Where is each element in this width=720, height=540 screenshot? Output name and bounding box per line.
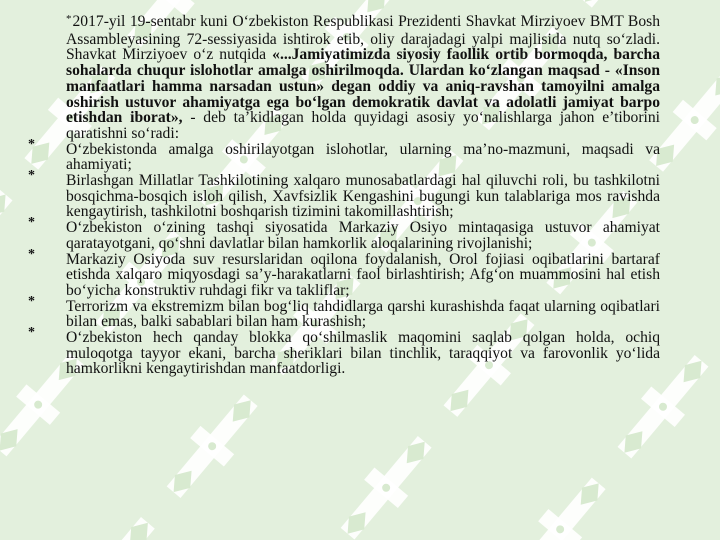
list-item	[28, 136, 660, 174]
intro-lead-text: 2017-yil 19-sentabr kuni O‘zbekiston Respublikasi Prezidenti Shavkat Mirziyoev BMT Bosh Assambleyasining 72-sessiyasida ishtirok etib, oliy darajadagi yalpi majlisida nutq so‘zladi. Shavkat Mirziyoev o‘z nutqida	[66, 13, 660, 64]
bullet-marker: *	[28, 293, 35, 309]
list-item-text: Terrorizm va ekstremizm bilan bog‘liq tahdidlarga qarshi kurashishda faqat ularning oqibatlari bilan emas, balki sabablari bilan ham kurashish;	[66, 297, 660, 331]
intro-bullet: *	[66, 13, 72, 25]
list-item	[28, 293, 660, 331]
list-item-text: O‘zbekistonda amalga oshirilayotgan islohotlar, ularning ma’no-mazmuni, maqsadi va ahamiyati;	[66, 140, 660, 174]
list-item-text: Birlashgan Millatlar Tashkilotining xalqaro munosabatlardagi hal qiluvchi roli, bu tashkilotni bosqichma-bosqich isloh qilish, Xavfsizlik Kengashini bugungi kun talablariga mos ravishda kengaytirish, tashkilotni boshqarish tizimini takomillashtirish;	[66, 172, 660, 221]
slide-content	[28, 13, 660, 378]
intro-tail-text: - deb ta’kidlagan holda quyidagi asosiy yo‘nalishlarga jahon e’tiborini qaratishni so‘radi:	[66, 109, 660, 142]
bullet-marker: *	[28, 246, 35, 262]
intro-paragraph	[66, 14, 660, 142]
bullet-marker: *	[28, 136, 35, 152]
list-item	[28, 246, 660, 299]
list-item-text: O‘zbekiston hech qanday blokka qo‘shilmaslik maqomini saqlab qolgan holda, ochiq muloqotga tayyor ekani, barcha sheriklari bilan tinchlik, taraqqiyot va farovonlik yo‘lida hamkorlikni kengaytirishdan manfaatdorligi.	[66, 329, 660, 378]
list-item-text: Markaziy Osiyoda suv resurslaridan oqilona foydalanish, Orol fojiasi oqibatlarini bartaraf etishda xalqaro miqyosdagi sa’y-harakatlarni faol birlashtirish; Afg‘on muammosini hal etish bo‘yicha konstruktiv ruhdagi fikr va takliflar;	[66, 250, 660, 299]
bullet-marker: *	[28, 215, 35, 231]
list-item	[28, 168, 660, 221]
intro-quote: «...Jamiyatimizda siyosiy faollik ortib bormoqda, barcha sohalarda chuqur islohotlar amalga oshirilmoqda. Ulardan ko‘zlangan maqsad - «Inson manfaatlari hamma narsadan ustun» degan oddiy va aniq-ravshan tamoyilni amalga oshirish ustuvor ahamiyatga ega bo‘lgan demokratik davlat va adolatli jamiyat barpo etishdan iborat»,	[66, 46, 660, 127]
directions-list	[28, 136, 660, 378]
list-item	[28, 215, 660, 252]
bullet-marker: *	[28, 325, 35, 341]
list-item	[28, 325, 660, 378]
bullet-marker: *	[28, 168, 35, 184]
list-item-text: O‘zbekiston o‘zining tashqi siyosatida Markaziy Osiyo mintaqasiga ustuvor ahamiyat qaratayotgani, qo‘shni davlatlar bilan hamkorlik aloqalarining rivojlanishi;	[66, 219, 660, 252]
